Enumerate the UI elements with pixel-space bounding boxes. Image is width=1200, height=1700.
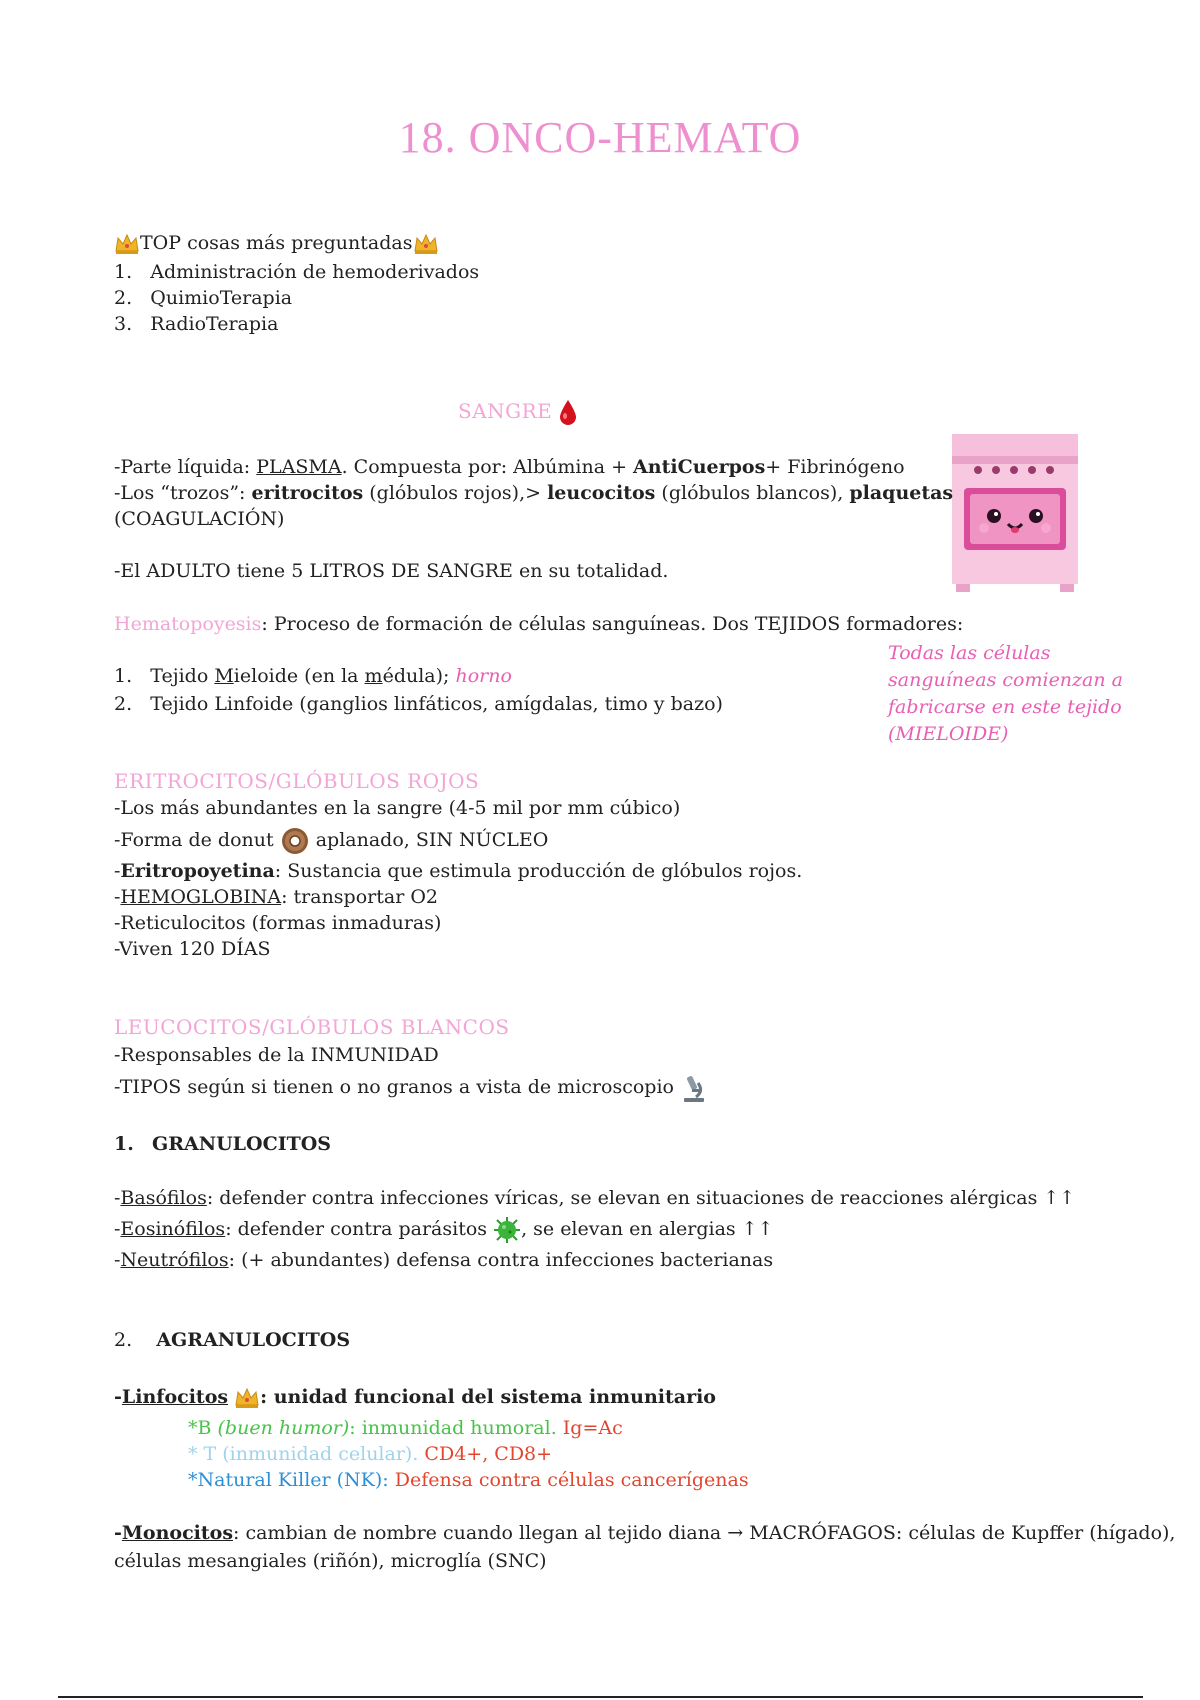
trozos-line: -Los “trozos”: eritrocitos (glóbulos rojos),> leucocitos (glóbulos blancos), plaquetas xyxy=(114,482,954,504)
footer-rule xyxy=(58,1696,1143,1698)
list-item: 2. Tejido Linfoide (ganglios linfáticos, amígdalas, timo y bazo) xyxy=(114,693,723,715)
eosinofilos-line: -Eosinófilos: defender contra parásitos , se elevan en alergias ↑↑ xyxy=(114,1216,774,1244)
eritro-line: -Viven 120 DÍAS xyxy=(114,938,271,960)
coagulacion-line: (COAGULACIÓN) xyxy=(114,508,285,530)
blood-drop-icon xyxy=(558,399,578,427)
leuco-line: -Responsables de la INMUNIDAD xyxy=(114,1044,439,1066)
basofilos-line: -Basófilos: defender contra infecciones víricas, se elevan en situaciones de reacciones alérgicas ↑↑ xyxy=(114,1187,1076,1209)
crown-icon xyxy=(234,1387,260,1409)
crown-icon xyxy=(413,233,439,255)
monocitos-line-2: células mesangiales (riñón), microglía (SNC) xyxy=(114,1550,547,1572)
linfocito-t-line: * T (inmunidad celular). CD4+, CD8+ xyxy=(188,1443,553,1465)
list-item: 1. Tejido Mieloide (en la médula); horno xyxy=(114,665,512,687)
neutrofilos-line: -Neutrófilos: (+ abundantes) defensa contra infecciones bacterianas xyxy=(114,1249,774,1271)
eritro-line: -Forma de donut aplanado, SIN NÚCLEO xyxy=(114,826,548,856)
agranulocitos-heading: 2. AGRANULOCITOS xyxy=(114,1329,351,1351)
adulto-line: -El ADULTO tiene 5 LITROS DE SANGRE en su totalidad. xyxy=(114,560,669,582)
oven-illustration xyxy=(950,432,1080,594)
leuco-line: -TIPOS según si tienen o no granos a vista de microscopio xyxy=(114,1073,706,1103)
section-heading-sangre: SANGRE xyxy=(458,398,578,427)
natural-killer-line: *Natural Killer (NK): Defensa contra células cancerígenas xyxy=(188,1469,749,1491)
eritro-line: -HEMOGLOBINA: transportar O2 xyxy=(114,886,438,908)
granulocitos-heading: 1. GRANULOCITOS xyxy=(114,1133,331,1155)
microbe-icon xyxy=(493,1216,521,1244)
linfocitos-line: -Linfocitos : unidad funcional del sistema inmunitario xyxy=(114,1386,716,1408)
plasma-line: -Parte líquida: PLASMA. Compuesta por: Albúmina + AntiCuerpos+ Fibrinógeno xyxy=(114,456,905,478)
eritro-line: -Reticulocitos (formas inmaduras) xyxy=(114,912,442,934)
eritro-line: -Eritropoyetina: Sustancia que estimula producción de glóbulos rojos. xyxy=(114,860,803,882)
donut-icon xyxy=(280,826,310,856)
monocitos-line: -Monocitos: cambian de nombre cuando llegan al tejido diana → MACRÓFAGOS: células de Kupffer (hígado), xyxy=(114,1522,1176,1544)
crown-icon xyxy=(114,233,140,255)
top-heading xyxy=(114,230,439,256)
side-note: Todas las células sanguíneas comienzan a fabricarse en este tejido (MIELOIDE) xyxy=(888,642,1123,745)
top-heading-text: TOP cosas más preguntadas xyxy=(140,232,413,254)
list-item: 2. QuimioTerapia xyxy=(114,287,293,309)
page-title: 18. ONCO-HEMATO xyxy=(398,113,802,162)
section-heading-eritrocitos: ERITROCITOS/GLÓBULOS ROJOS xyxy=(114,769,480,793)
hematopoyesis-line: Hematopoyesis: Proceso de formación de células sanguíneas. Dos TEJIDOS formadores: xyxy=(114,613,964,635)
linfocito-b-line: *B (buen humor): inmunidad humoral. Ig=Ac xyxy=(188,1417,623,1439)
microscope-icon xyxy=(680,1073,706,1103)
eritro-line: -Los más abundantes en la sangre (4-5 mil por mm cúbico) xyxy=(114,797,681,819)
list-item: 3. RadioTerapia xyxy=(114,313,279,335)
section-heading-leucocitos: LEUCOCITOS/GLÓBULOS BLANCOS xyxy=(114,1015,510,1039)
list-item: 1. Administración de hemoderivados xyxy=(114,261,480,283)
